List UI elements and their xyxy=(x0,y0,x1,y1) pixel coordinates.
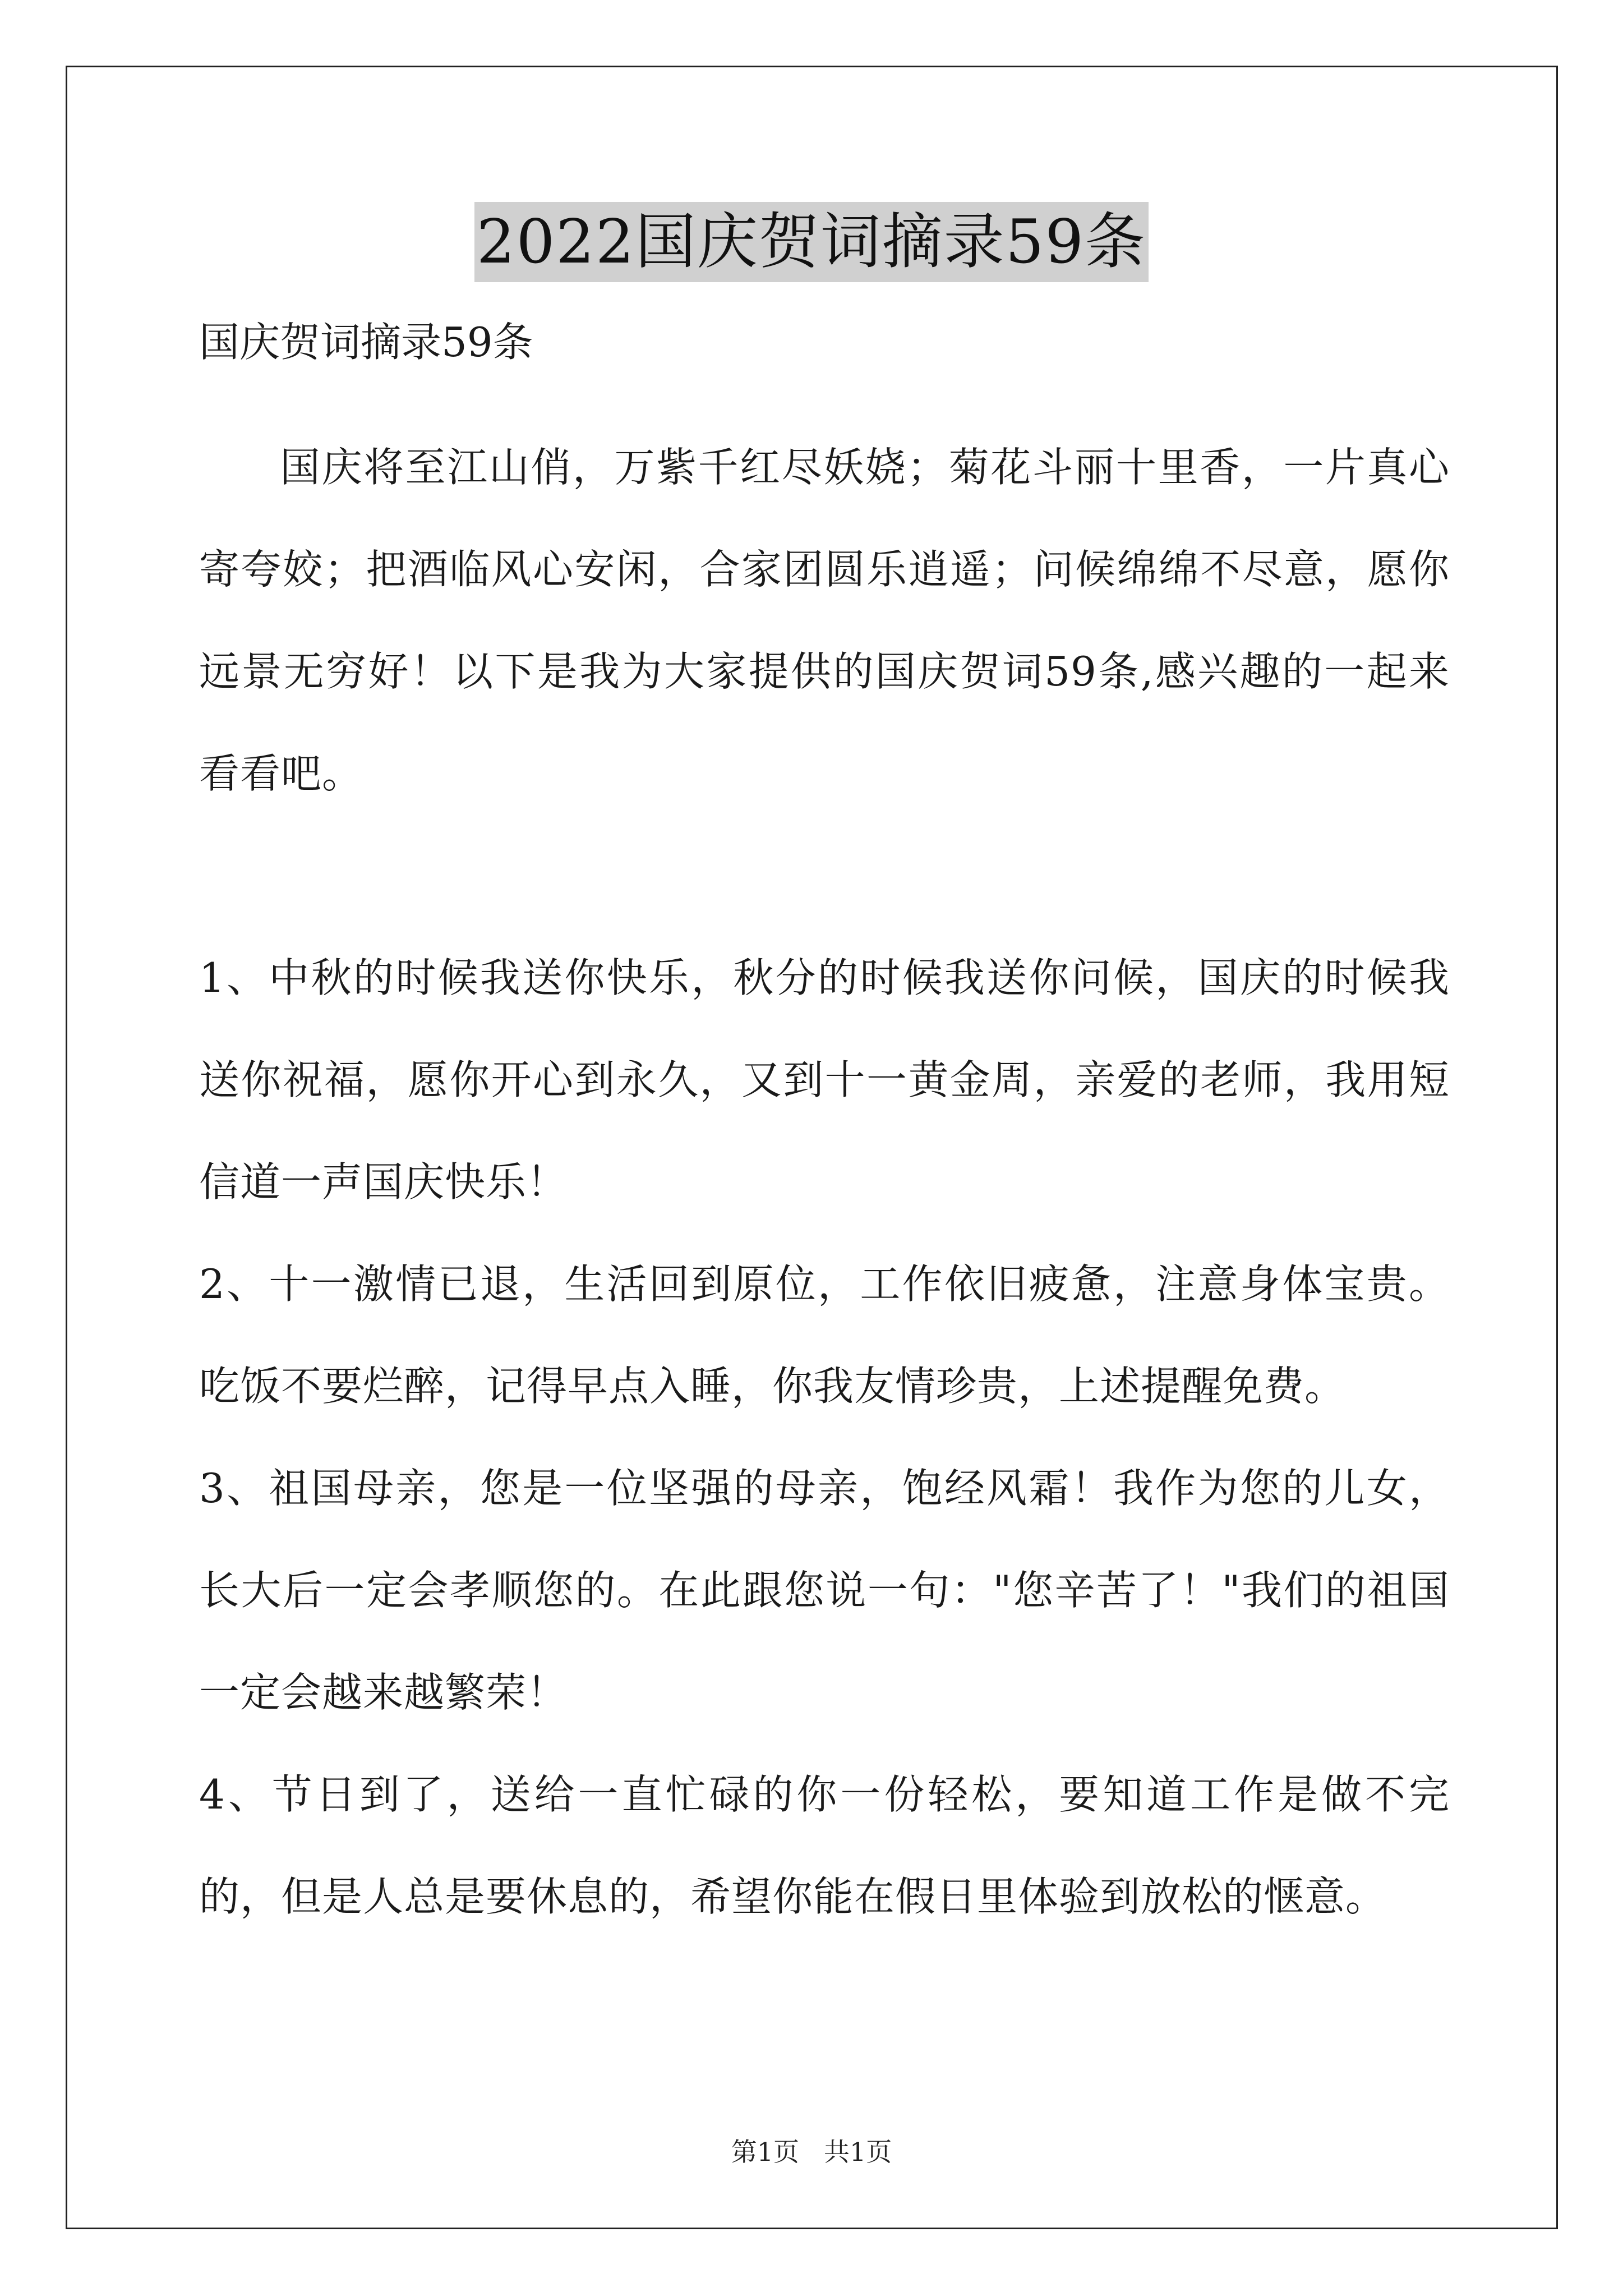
list-item: 2、十一激情已退，生活回到原位，工作依旧疲惫，注意身体宝贵。吃饭不要烂醉，记得早点入睡，你我友情珍贵，上述提醒免费。 xyxy=(199,1260,1450,1410)
list-item: 3、祖国母亲，您是一位坚强的母亲，饱经风霜！我作为您的儿女，长大后一定会孝顺您的。在此跟您说一句："您辛苦了！"我们的祖国一定会越来越繁荣！ xyxy=(199,1465,1450,1716)
page-footer xyxy=(0,2132,1623,2169)
list-item: 4、节日到了，送给一直忙碌的你一份轻松，要知道工作是做不完的，但是人总是要休息的，希望你能在假日里体验到放松的惬意。 xyxy=(199,1771,1450,1920)
intro-paragraph: 国庆将至江山俏，万紫千红尽妖娆；菊花斗丽十里香，一片真心寄夸姣；把酒临风心安闲，合家团圆乐逍遥；问候绵绵不尽意，愿你远景无穷好！以下是我为大家提供的国庆贺词59条,感兴趣的一起来看看吧。 xyxy=(199,444,1450,797)
page-number-current: 第1页 xyxy=(731,2137,800,2167)
title-container xyxy=(0,202,1623,282)
page-number-total: 共1页 xyxy=(823,2137,892,2167)
list-item: 1、中秋的时候我送你快乐，秋分的时候我送你问候，国庆的时候我送你祝福，愿你开心到永久，又到十一黄金周，亲爱的老师，我用短信道一声国庆快乐！ xyxy=(199,954,1450,1205)
document-subtitle: 国庆贺词摘录59条 xyxy=(199,319,533,366)
document-title: 2022国庆贺词摘录59条 xyxy=(474,202,1149,282)
document-body xyxy=(199,314,1450,1948)
